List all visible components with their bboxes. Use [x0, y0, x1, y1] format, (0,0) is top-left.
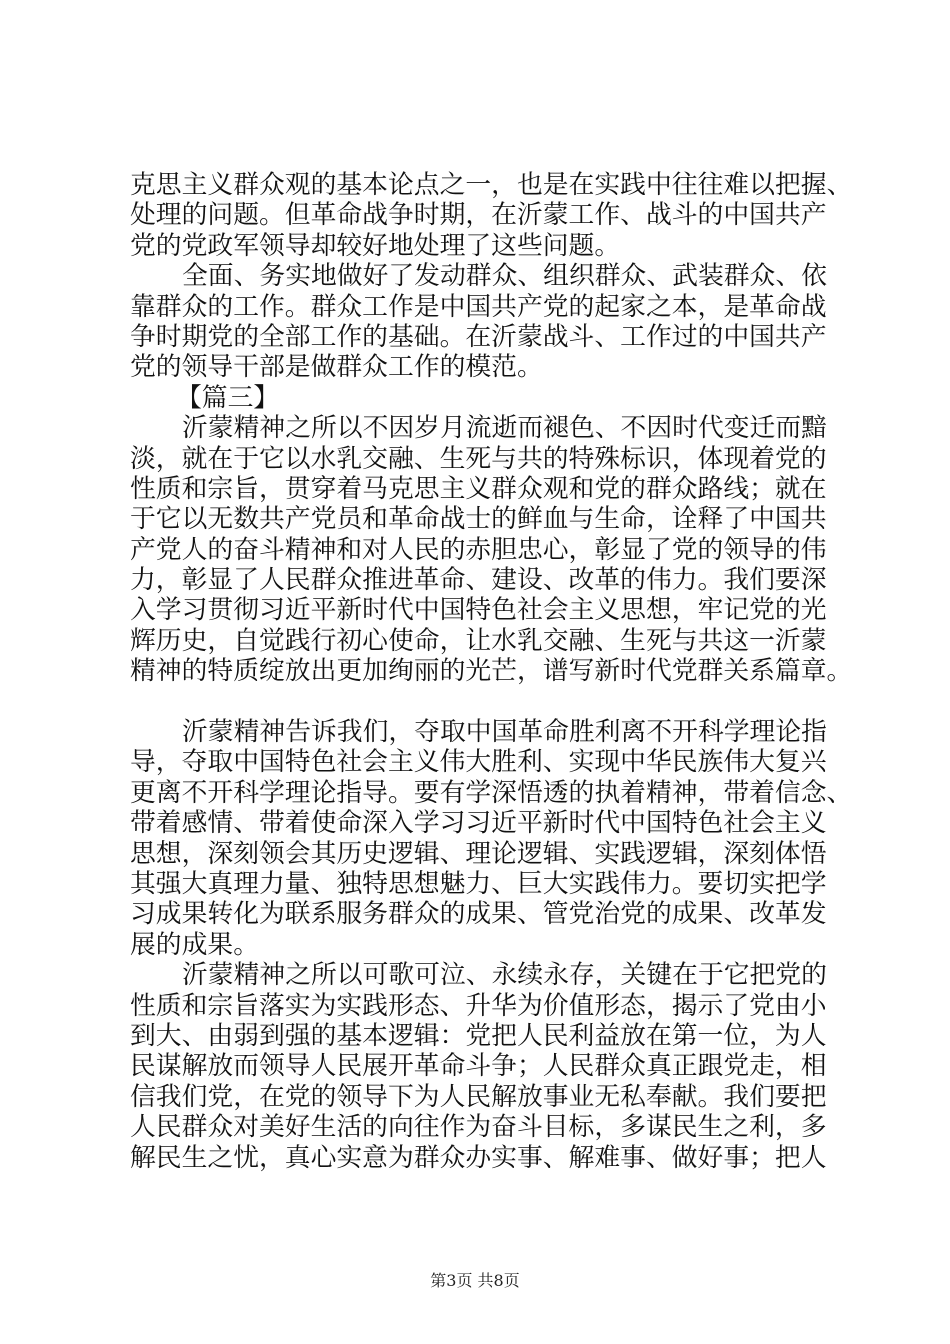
text-line: 淡，就在于它以水乳交融、生死与共的特殊标识，体现着党的: [130, 443, 827, 474]
text-line: 人民群众对美好生活的向往作为奋斗目标，多谋民生之利，多: [130, 1112, 827, 1143]
text-line: 克思主义群众观的基本论点之一，也是在实践中往往难以把握、: [130, 170, 853, 200]
text-line: 其强大真理力量、独特思想魅力、巨大实践伟力。要切实把学: [130, 868, 827, 899]
text-line: 入学习贯彻习近平新时代中国特色社会主义思想，牢记党的光: [130, 595, 827, 626]
text-line: 导，夺取中国特色社会主义伟大胜利、实现中华民族伟大复兴: [130, 747, 827, 778]
text-line: 更离不开科学理论指导。要有学深悟透的执着精神，带着信念、: [130, 777, 853, 808]
text-line: 到大、由弱到强的基本逻辑：党把人民利益放在第一位，为人: [130, 1020, 827, 1051]
text-line: 产党人的奋斗精神和对人民的赤胆忠心，彰显了党的领导的伟: [130, 534, 827, 565]
text-line: 信我们党，在党的领导下为人民解放事业无私奉献。我们要把: [130, 1081, 827, 1112]
text-line: 精神的特质绽放出更加绚丽的光芒，谱写新时代党群关系篇章。: [130, 656, 853, 687]
body-text: [130, 170, 853, 1173]
text-line: 沂蒙精神告诉我们，夺取中国革命胜利离不开科学理论指: [182, 717, 827, 748]
text-line: 于它以无数共产党员和革命战士的鲜血与生命，诠释了中国共: [130, 504, 827, 535]
text-line: 思想，深刻领会其历史逻辑、理论逻辑、实践逻辑，深刻体悟: [130, 838, 827, 869]
text-line: 党的党政军领导却较好地处理了这些问题。: [130, 230, 621, 261]
text-line: 展的成果。: [130, 929, 259, 960]
text-line: 争时期党的全部工作的基础。在沂蒙战斗、工作过的中国共产: [130, 321, 827, 352]
section-heading: 【篇三】: [176, 382, 280, 413]
text-line: 党的领导干部是做群众工作的模范。: [130, 352, 543, 383]
text-line: 性质和宗旨，贯穿着马克思主义群众观和党的群众路线；就在: [130, 473, 827, 504]
text-line: [130, 687, 830, 717]
text-line: 沂蒙精神之所以不因岁月流逝而褪色、不因时代变迁而黯: [182, 413, 827, 444]
text-line: 习成果转化为联系服务群众的成果、管党治党的成果、改革发: [130, 899, 827, 930]
text-line: 民谋解放而领导人民展开革命斗争；人民群众真正跟党走，相: [130, 1051, 827, 1082]
text-line: 辉历史，自觉践行初心使命，让水乳交融、生死与共这一沂蒙: [130, 625, 827, 656]
text-line: 性质和宗旨落实为实践形态、升华为价值形态，揭示了党由小: [130, 990, 827, 1021]
text-line: 沂蒙精神之所以可歌可泣、永续永存，关键在于它把党的: [182, 960, 827, 991]
text-line: 处理的问题。但革命战争时期，在沂蒙工作、战斗的中国共产: [130, 200, 827, 231]
text-line: 带着感情、带着使命深入学习习近平新时代中国特色社会主义: [130, 808, 827, 839]
text-line: 力，彰显了人民群众推进革命、建设、改革的伟力。我们要深: [130, 565, 827, 596]
text-line: 解民生之忧，真心实意为群众办实事、解难事、做好事；把人: [130, 1142, 827, 1173]
text-line: 全面、务实地做好了发动群众、组织群众、武装群众、依: [182, 261, 827, 292]
page-footer: 第3页 共8页: [430, 1271, 520, 1290]
text-line: 靠群众的工作。群众工作是中国共产党的起家之本，是革命战: [130, 291, 827, 322]
